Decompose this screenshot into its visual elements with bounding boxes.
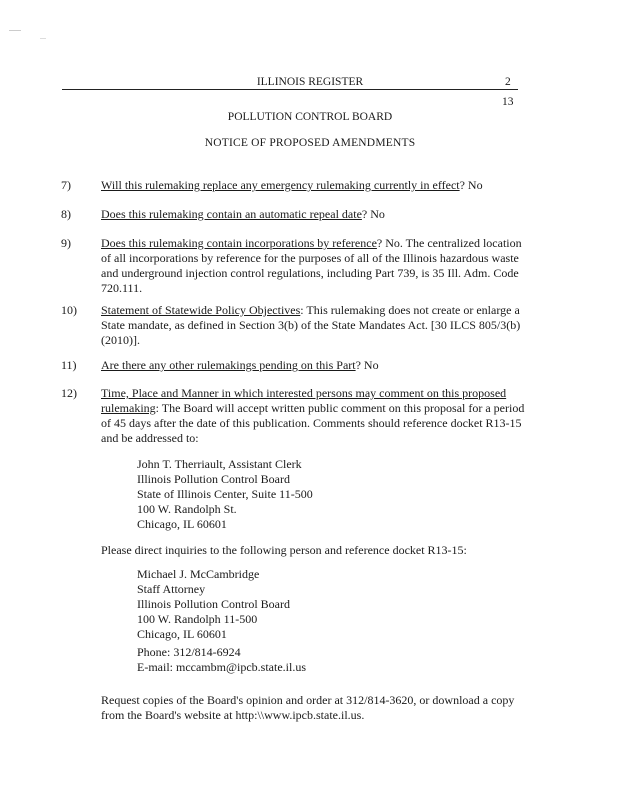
item-answer: ? No xyxy=(355,358,379,372)
item-question: Statement of Statewide Policy Objectives xyxy=(101,303,301,317)
item-answer: ? No xyxy=(361,207,385,221)
address-line: Michael J. McCambridge xyxy=(137,567,260,581)
inquiries-paragraph: Please direct inquiries to the following person and reference docket R13-15: xyxy=(101,543,467,557)
item-number: 8) xyxy=(61,207,71,221)
item-answer: State mandate, as defined in Section 3(b) of the State Mandates Act. [30 ILCS 805/3(b) xyxy=(101,318,521,332)
register-title: ILLINOIS REGISTER xyxy=(256,76,364,88)
clerk-address xyxy=(137,457,517,532)
volume-number: 13 xyxy=(502,96,514,108)
item-question: Time, Place and Manner in which interested persons may comment on this proposed xyxy=(101,386,507,400)
item-answer: : This rulemaking does not create or enlarge a xyxy=(300,303,520,317)
item-question: Does this rulemaking contain an automatic repeal date xyxy=(101,207,362,221)
email: E-mail: mccambm@ipcb.state.il.us xyxy=(137,660,307,674)
scan-artifact xyxy=(9,30,21,31)
address-line: State of Illinois Center, Suite 11-500 xyxy=(137,487,313,501)
item-question: rulemaking xyxy=(101,401,156,415)
item-answer: ? No. The centralized location xyxy=(376,236,522,250)
page-number: 2 xyxy=(505,76,511,88)
item-answer: of 45 days after the date of this publication. Comments should reference docket R13-15 xyxy=(101,416,522,430)
address-line: Chicago, IL 60601 xyxy=(137,627,227,641)
item-answer: of all incorporations by reference for the purposes of all of the Illinois hazardous waste xyxy=(101,251,519,265)
address-line: Illinois Pollution Control Board xyxy=(137,597,291,611)
phone: Phone: 312/814-6924 xyxy=(137,645,241,659)
item-number: 10) xyxy=(61,303,77,317)
item-answer: and be addressed to: xyxy=(101,431,199,445)
item-answer: 720.111. xyxy=(101,281,143,295)
address-line: Chicago, IL 60601 xyxy=(137,517,227,531)
item-question: Will this rulemaking replace any emergency rulemaking currently in effect xyxy=(101,178,460,192)
item-answer: (2010)]. xyxy=(101,333,140,347)
address-line: Staff Attorney xyxy=(137,582,206,596)
item-answer: : The Board will accept written public comment on this proposal for a period xyxy=(155,401,525,415)
item-answer: ? No xyxy=(459,178,483,192)
item-number: 11) xyxy=(61,358,77,372)
request-paragraph xyxy=(101,693,531,723)
address-line: Illinois Pollution Control Board xyxy=(137,472,291,486)
address-line: 100 W. Randolph 11-500 xyxy=(137,612,258,626)
item-answer: and underground injection control regulations, including Part 739, is 35 Ill. Adm. Code xyxy=(101,266,519,280)
header-rule xyxy=(62,89,518,90)
address-line: John T. Therriault, Assistant Clerk xyxy=(137,457,302,471)
item-number: 7) xyxy=(61,178,71,192)
request-line: Request copies of the Board's opinion and order at 312/814-3620, or download a copy xyxy=(101,693,515,707)
request-line: from the Board's website at http:\\www.ipcb.state.il.us. xyxy=(101,708,365,722)
contact-block xyxy=(137,645,517,675)
item-question: Are there any other rulemakings pending on this Part xyxy=(101,358,356,372)
scan-artifact xyxy=(40,38,46,39)
notice-title: NOTICE OF PROPOSED AMENDMENTS xyxy=(204,137,416,149)
attorney-address xyxy=(137,567,517,642)
item-question: Does this rulemaking contain incorporations by reference xyxy=(101,236,377,250)
address-line: 100 W. Randolph St. xyxy=(137,502,237,516)
agency-title: POLLUTION CONTROL BOARD xyxy=(227,111,393,123)
item-number: 12) xyxy=(61,386,77,400)
item-number: 9) xyxy=(61,236,71,250)
